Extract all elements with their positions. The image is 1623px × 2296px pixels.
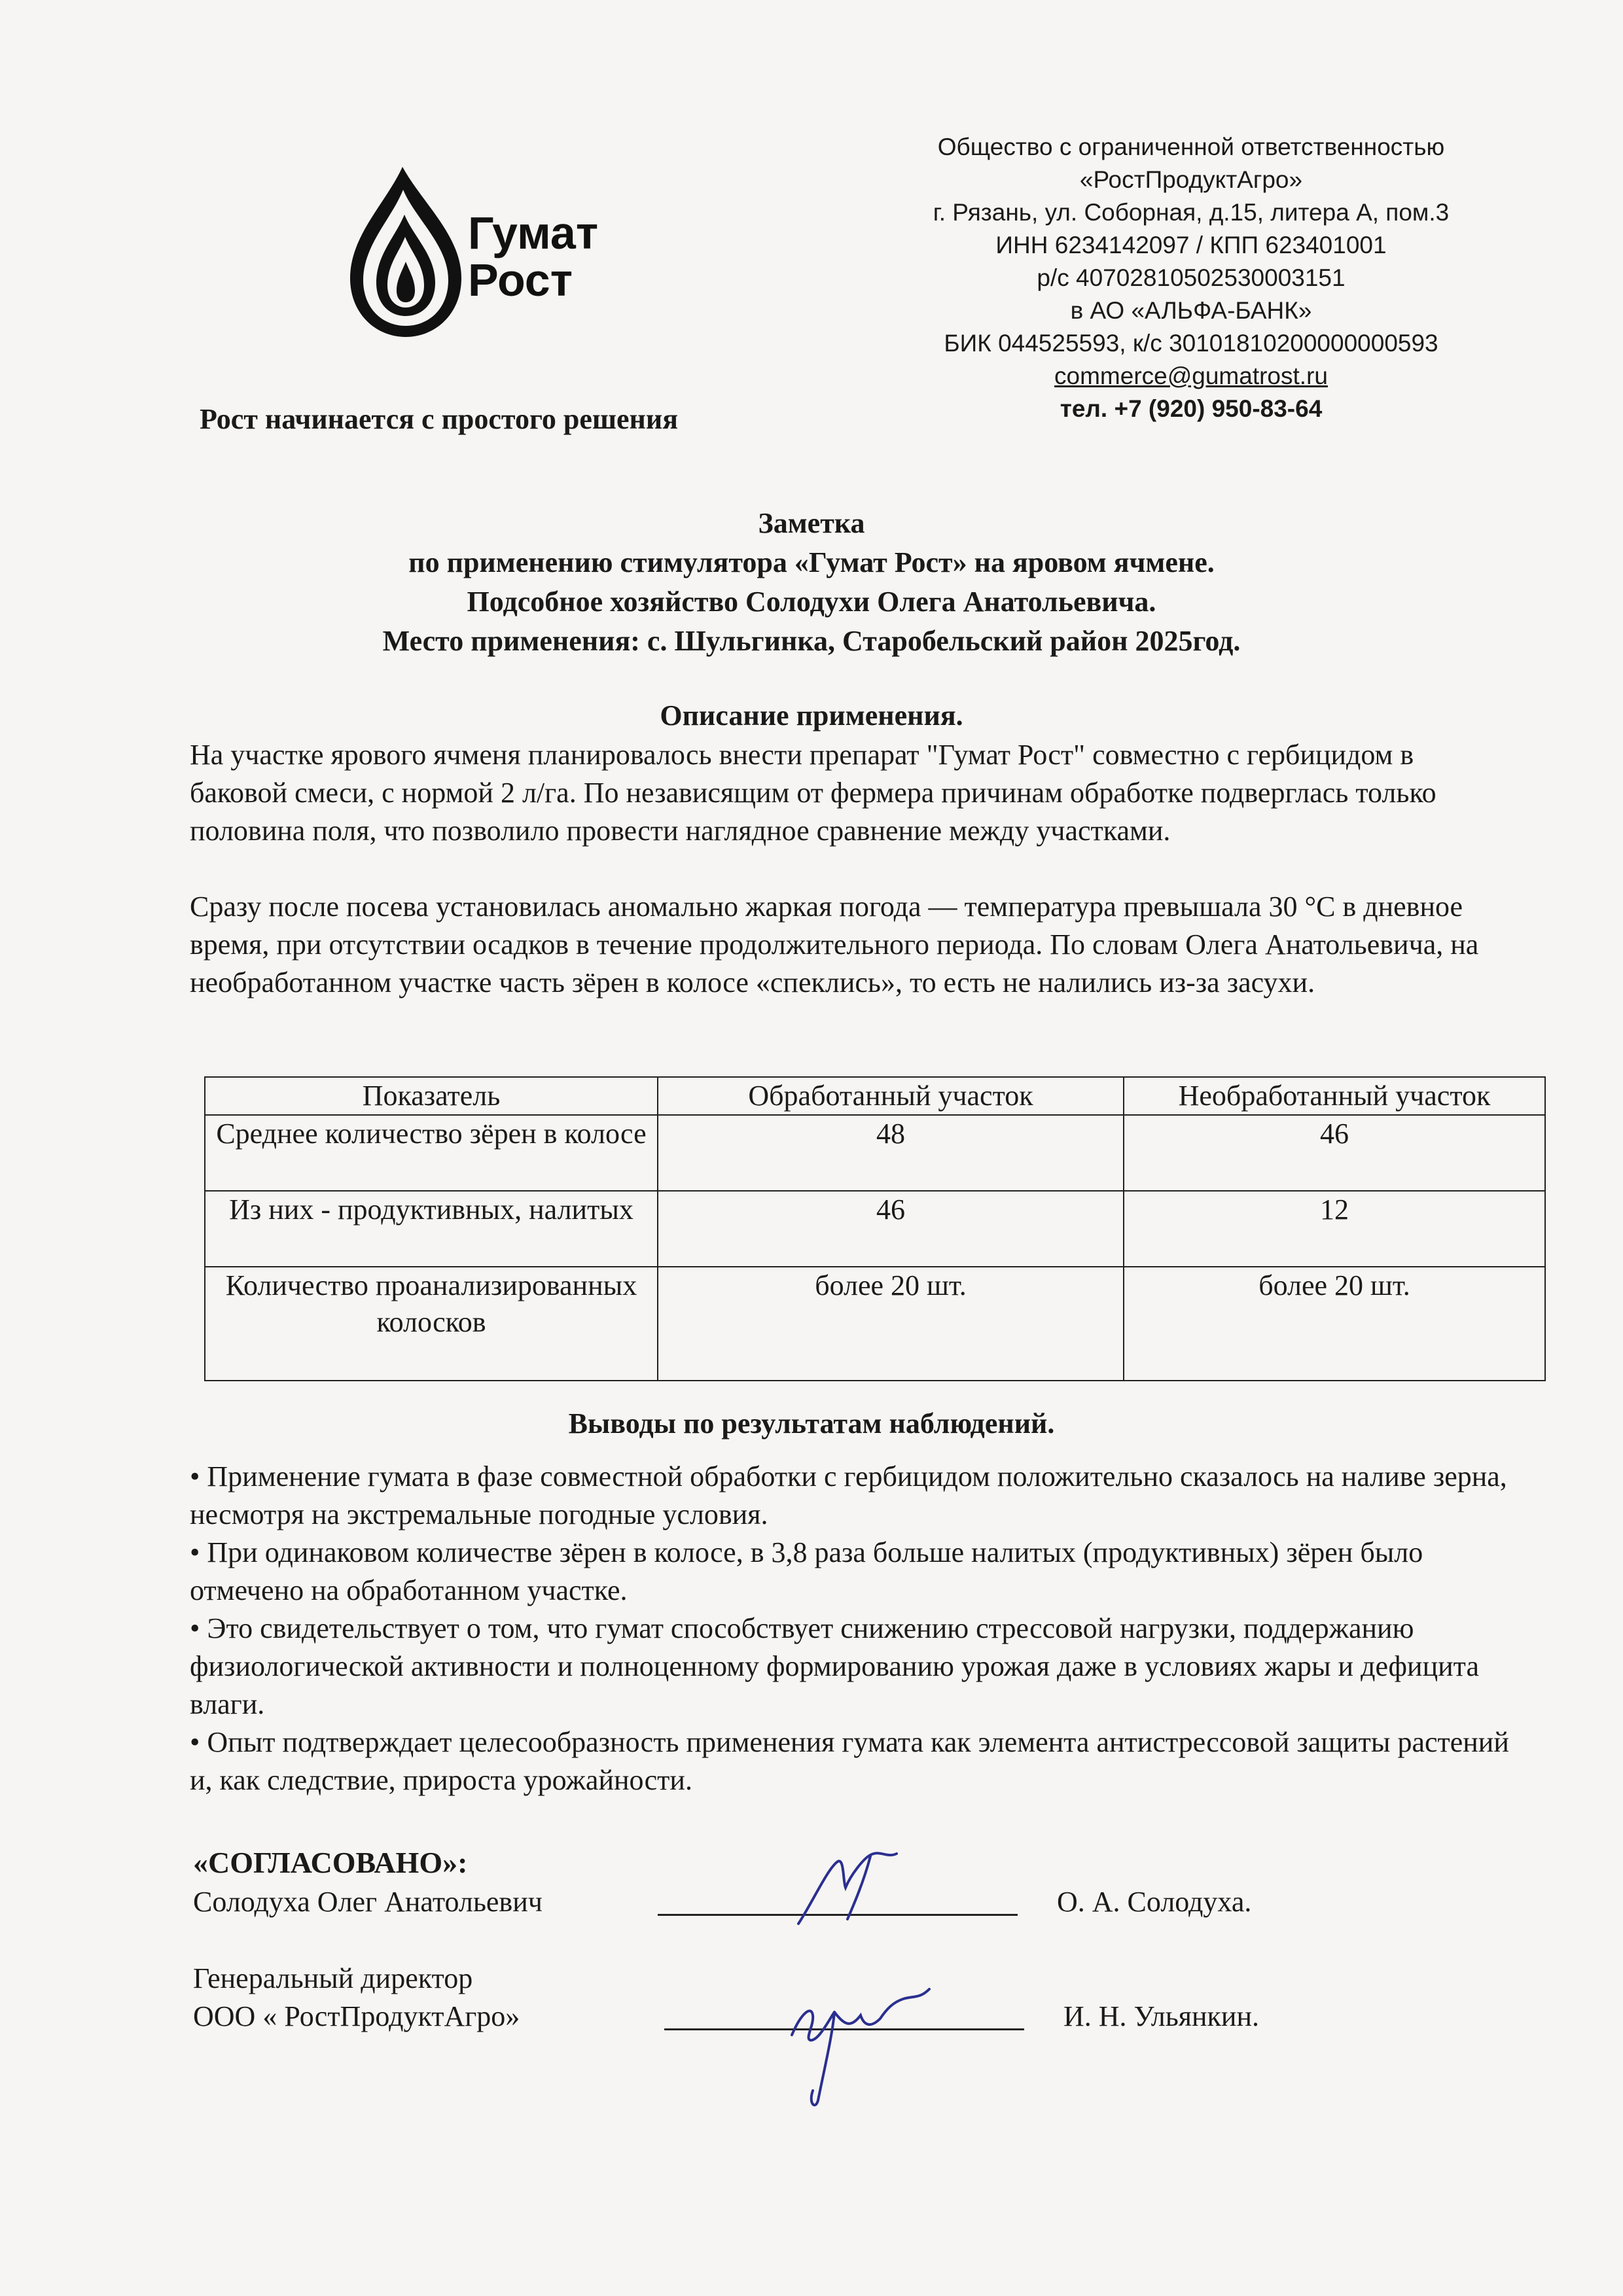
table-cell: 48: [658, 1115, 1124, 1191]
table-cell: более 20 шт.: [658, 1267, 1124, 1381]
signatory-2-title: Генеральный директор: [193, 1962, 473, 1994]
results-table: [204, 1076, 1546, 1381]
company-email-link[interactable]: commerce@gumatrost.ru: [1054, 362, 1328, 389]
table-cell: Количество проанализированных колосков: [205, 1267, 658, 1381]
drop-logo-icon: [340, 164, 471, 340]
table-header: Необработанный участок: [1124, 1077, 1545, 1115]
logo-line-1: Гумат: [468, 207, 599, 258]
table-cell: Среднее количество зёрен в колосе: [205, 1115, 658, 1191]
conclusions-title: Выводы по результатам наблюдений.: [568, 1407, 1055, 1439]
description-text-2: Сразу после посева установилась аномально жаркая погода — температура превышала 30 °С в дневное время, при отсутствии осадков в течение продолжительного периода. По словам Олега Анатольевича, на необработанном участке часть зёрен в колосе «спеклись», то есть не налились из-за засухи.: [190, 891, 1479, 998]
table-header: Обработанный участок: [658, 1077, 1124, 1115]
table-cell: Из них - продуктивных, налитых: [205, 1191, 658, 1267]
conclusion-item: • При одинаковом количестве зёрен в колосе, в 3,8 раза больше налитых (продуктивных) зёрен было отмечено на обработанном участке.: [190, 1536, 1423, 1606]
table-header: Показатель: [205, 1077, 658, 1115]
conclusion-item: • Это свидетельствует о том, что гумат способствует снижению стрессовой нагрузки, поддержанию физиологической активности и полноценному формированию урожая даже в условиях жары и дефицита влаги.: [190, 1612, 1479, 1720]
company-account: р/с 40702810502530003151: [1037, 264, 1346, 291]
table-cell: 46: [658, 1191, 1124, 1267]
table-row: [205, 1267, 1545, 1381]
description-text-1: На участке ярового ячменя планировалось внести препарат "Гумат Рост" совместно с гербицидом в баковой смеси, с нормой 2 л/га. По независящим от фермера причинам обработке подверглась только половина поля, что позволило провести наглядное сравнение между участками.: [190, 739, 1436, 847]
description-title: Описание применения.: [660, 699, 963, 732]
company-phone: тел. +7 (920) 950-83-64: [1060, 395, 1323, 422]
company-bik: БИК 044525593, к/с 30101810200000000593: [944, 330, 1438, 357]
agreed-label: «СОГЛАСОВАНО»:: [193, 1846, 468, 1879]
company-address: г. Рязань, ул. Соборная, д.15, литера А, пом.3: [933, 199, 1450, 226]
signatory-1-short-name: О. А. Солодуха.: [1057, 1886, 1252, 1918]
conclusion-item: • Применение гумата в фазе совместной обработки с гербицидом положительно сказалось на наливе зерна, несмотря на экстремальные погодные условия.: [190, 1460, 1507, 1530]
table-cell: более 20 шт.: [1124, 1267, 1545, 1381]
table-cell: 12: [1124, 1191, 1545, 1267]
company-bank: в АО «АЛЬФА-БАНК»: [1070, 297, 1312, 324]
company-line-1: Общество с ограниченной ответственностью: [937, 133, 1445, 160]
table-cell: 46: [1124, 1115, 1545, 1191]
signatory-2-org: ООО « РостПродуктАгро»: [193, 2000, 520, 2032]
document-heading: [0, 504, 1623, 661]
table-row: [205, 1115, 1545, 1191]
company-details: [864, 131, 1518, 425]
description-paragraph-1: [190, 736, 1518, 850]
signatory-2-short-name: И. Н. Ульянкин.: [1063, 2000, 1260, 2032]
signature-1: [772, 1842, 942, 1934]
logo-line-2: Рост: [468, 255, 573, 306]
table-row: [205, 1191, 1545, 1267]
logo-wordmark: [468, 209, 598, 304]
slogan: Рост начинается с простого решения: [200, 403, 679, 435]
company-inn: ИНН 6234142097 / КПП 623401001: [995, 232, 1387, 258]
table-header-row: [205, 1077, 1545, 1115]
heading-line-1: Заметка: [758, 507, 865, 539]
signatory-1-name: Солодуха Олег Анатольевич: [193, 1886, 543, 1918]
description-paragraph-2: [190, 888, 1518, 1002]
conclusion-item: • Опыт подтверждает целесообразность применения гумата как элемента антистрессовой защиты растений и, как следствие, прироста урожайности.: [190, 1726, 1509, 1796]
heading-line-2: по применению стимулятора «Гумат Рост» на яровом ячмене.: [408, 546, 1215, 578]
heading-line-4: Место применения: с. Шульгинка, Старобельский район 2025год.: [382, 625, 1241, 657]
heading-line-3: Подсобное хозяйство Солодухи Олега Анатольевича.: [467, 586, 1156, 618]
conclusions-list: [190, 1458, 1518, 1799]
signature-2: [772, 1963, 982, 2113]
company-line-2: «РостПродуктАгро»: [1079, 166, 1303, 193]
